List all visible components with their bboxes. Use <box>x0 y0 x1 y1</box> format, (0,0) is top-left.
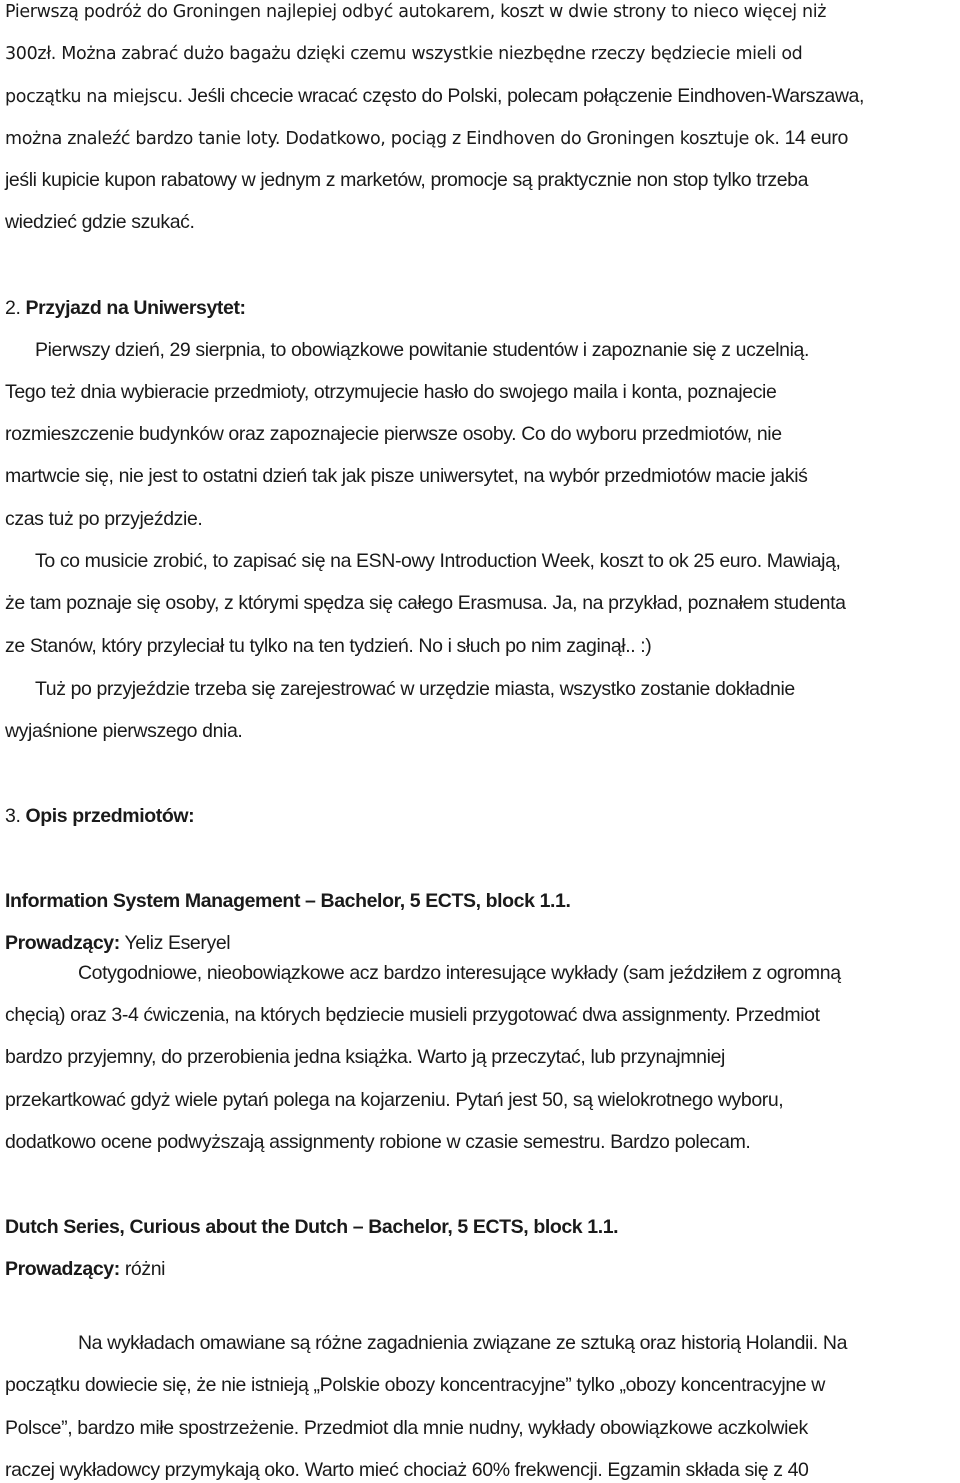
section-heading <box>5 803 194 829</box>
paragraph-line: jeśli kupicie kupon rabatowy w jednym z marketów, promocje są praktycznie non stop tylko trzeba <box>5 169 809 191</box>
paragraph-line: chęcią) oraz 3-4 ćwiczenia, na których będziecie musieli przygotować dwa assignmenty. Przedmiot <box>5 1004 820 1026</box>
section-title: Przyjazd na Uniwersytet: <box>25 297 246 319</box>
lecturer-line <box>5 1256 165 1282</box>
lecturer-line <box>5 930 230 956</box>
paragraph-line: 300zł. Można zabrać dużo bagażu dzięki czemu wszystkie niezbędne rzeczy będziecie mieli od <box>5 44 803 64</box>
paragraph-line: dodatkowo ocene podwyższają assignmenty robione w czasie semestru. Bardzo polecam. <box>5 1131 751 1153</box>
paragraph-line: rozmieszczenie budynków oraz zapoznajecie pierwsze osoby. Co do wyboru przedmiotów, nie <box>5 423 782 445</box>
paragraph-line <box>5 83 864 110</box>
paragraph-line: Tego też dnia wybieracie przedmioty, otrzymujecie hasło do swojego maila i konta, poznajecie <box>5 381 777 403</box>
paragraph-line <box>5 125 848 152</box>
text-run: można znaleźć bardzo tanie loty. Dodatkowo, pociąg z Eindhoven do Groningen kosztuje ok. <box>5 129 780 149</box>
paragraph-line: Polsce”, bardzo miłe spostrzeżenie. Przedmiot dla mnie nudny, wykłady obowiązkowe aczkolwiek <box>5 1417 808 1439</box>
lecturer-label: Prowadzący: <box>5 932 120 954</box>
lecturer-label: Prowadzący: <box>5 1258 120 1280</box>
paragraph-line: Tuż po przyjeździe trzeba się zarejestrować w urzędzie miasta, wszystko zostanie dokładnie <box>35 678 795 700</box>
lecturer-name: różni <box>119 1258 166 1280</box>
section-title: Opis przedmiotów: <box>25 805 195 827</box>
paragraph-line: Na wykładach omawiane są różne zagadnienia związane ze sztuką oraz historią Holandii. Na <box>78 1332 848 1354</box>
text-run: Jeśli chcecie wracać często do Polski, polecam połączenie Eindhoven-Warszawa, <box>182 85 865 107</box>
section-number: 2. <box>5 297 21 319</box>
section-heading <box>5 295 246 321</box>
paragraph-line: przekartkować gdyż wiele pytań polega na kojarzeniu. Pytań jest 50, są wielokrotnego wyboru, <box>5 1089 784 1111</box>
paragraph-line: że tam poznaje się osoby, z którymi spędza się całego Erasmusa. Ja, na przykład, poznałem studenta <box>5 592 846 614</box>
text-run: początku na miejscu. <box>5 87 183 107</box>
paragraph-line: Cotygodniowe, nieobowiązkowe acz bardzo interesujące wykłady (sam jeździłem z ogromną <box>78 962 841 984</box>
paragraph-line: ze Stanów, który przyleciał tu tylko na ten tydzień. No i słuch po nim zaginął.. :) <box>5 635 652 657</box>
paragraph-line: wiedzieć gdzie szukać. <box>5 211 195 233</box>
paragraph-line: Pierwszy dzień, 29 sierpnia, to obowiązkowe powitanie studentów i zapoznanie się z uczelnią. <box>35 339 809 361</box>
text-run: 14 euro <box>779 127 848 149</box>
paragraph-line: Pierwszą podróż do Groningen najlepiej odbyć autokarem, koszt w dwie strony to nieco więcej niż <box>5 2 827 22</box>
section-number: 3. <box>5 805 21 827</box>
paragraph-line: czas tuż po przyjeździe. <box>5 508 203 530</box>
lecturer-name: Yeliz Eseryel <box>119 932 231 954</box>
course-title: Dutch Series, Curious about the Dutch – Bachelor, 5 ECTS, block 1.1. <box>5 1216 619 1238</box>
paragraph-line: To co musicie zrobić, to zapisać się na ESN-owy Introduction Week, koszt to ok 25 euro. Mawiają, <box>35 550 841 572</box>
course-title: Information System Management – Bachelor, 5 ECTS, block 1.1. <box>5 890 571 912</box>
paragraph-line: bardzo przyjemny, do przerobienia jedna książka. Warto ją przeczytać, lub przynajmniej <box>5 1046 725 1068</box>
paragraph-line: wyjaśnione pierwszego dnia. <box>5 720 243 742</box>
paragraph-line: martwcie się, nie jest to ostatni dzień tak jak pisze uniwersytet, na wybór przedmiotów macie jakiś <box>5 465 808 487</box>
paragraph-line: raczej wykładowcy przymykają oko. Warto mieć chociaż 60% frekwencji. Egzamin składa się z 40 <box>5 1459 809 1481</box>
paragraph-line: początku dowiecie się, że nie istnieją „Polskie obozy koncentracyjne” tylko „obozy koncentracyjne w <box>5 1374 825 1396</box>
